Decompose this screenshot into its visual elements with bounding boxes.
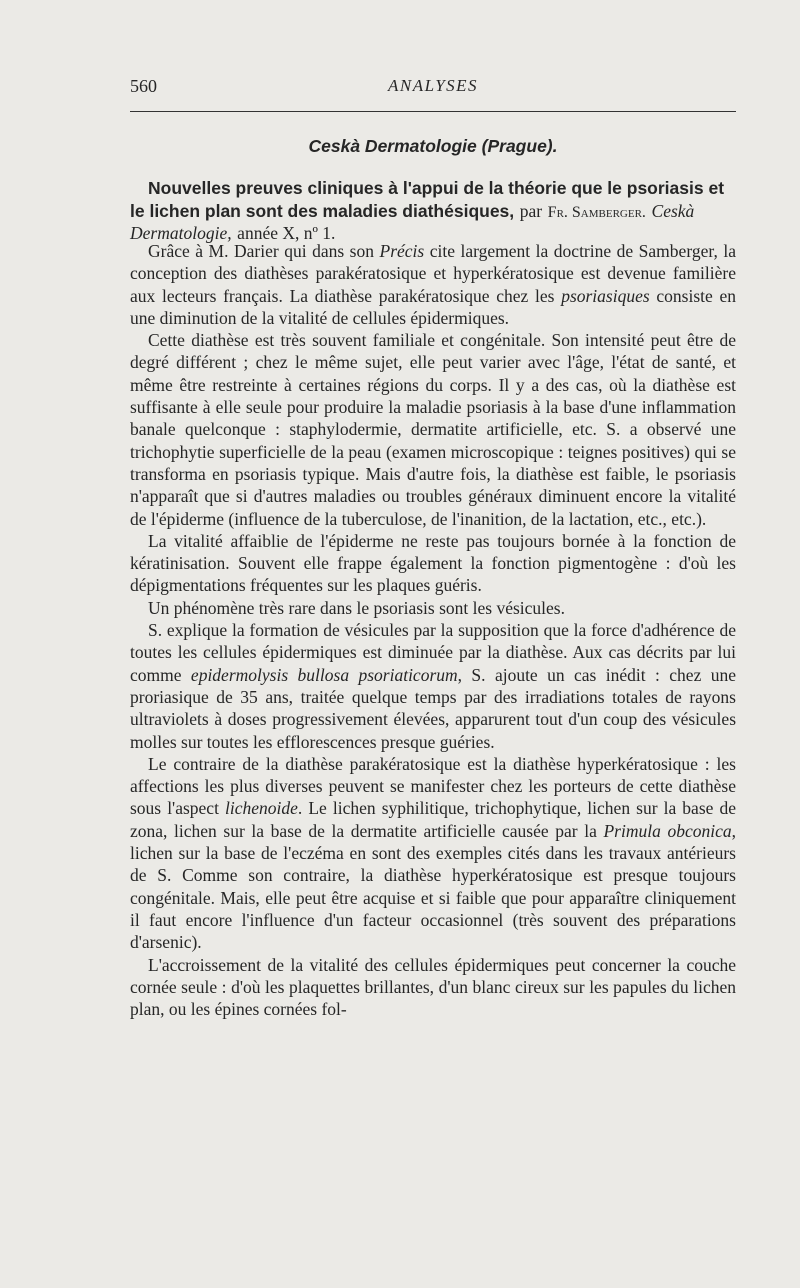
header-rule: [130, 111, 736, 112]
text-run: , S. ajoute un cas inédit : chez une proriasique de 35 ans, traitée quelque temps par des irradiations totales de rayons ultraviolets à doses progressivement élevées, apparurent tout d'un coup des vésicules molles sur toutes les efflorescences presque guéries.: [130, 664, 737, 752]
paragraph: [130, 954, 736, 1021]
text-run: consiste en une diminution de la vitalité de cellules épidermiques.: [130, 285, 736, 328]
text-run: Cette diathèse est très souvent familiale et congénitale. Son intensité peut être de degré différent ; chez le même sujet, elle peut varier avec l'âge, l'état de santé, et même être restreinte à certaines régions du corps. Il y a des cas, où la diathèse est suffisante à elle seule pour produire la maladie psoriasis à la base d'une inflammation banale quelconque : staphylodermie, dermatite artificielle, etc. S. a observé une trichophytie superficielle de la peau (examen microscopique : teignes positives) qui se transforma en psoriasis typique. Mais d'autre fois, la diathèse est faible, le psoriasis n'apparaît que si d'autres maladies ou troubles généraux diminuent encore la vitalité de l'épiderme (influence de la tuberculose, de l'inanition, de la lactation, etc., etc.).: [130, 330, 736, 529]
italic-term: lichenoide: [225, 798, 298, 819]
text-run: L'accroissement de la vitalité des cellules épidermiques peut concerner la couche cornée seule : d'où les plaquettes brillantes, d'un blanc cireux sur les papules du lichen plan, ou les épines cornées fol-: [130, 954, 736, 1020]
text-run: , lichen sur la base de l'eczéma en sont des exemples cités dans les travaux antérieurs de S. Comme son contraire, la diathèse hyperkératosique est presque toujours congénitale. Mais, elle peut être acquise et si faible que pour apparaître cliniquement il faut encore l'influence d'un facteur occasionnel (très souvent des préparations d'arsenic).: [130, 820, 736, 953]
article-source: Ceskà Dermatologie,: [130, 200, 695, 243]
text-run: La vitalité affaiblie de l'épiderme ne reste pas toujours bornée à la fonction de kératinisation. Souvent elle frappe également la fonction pigmentogène : d'où les dépigmentations fréquentes sur les plaques guéris.: [130, 530, 736, 596]
text-run: Le contraire de la diathèse parakératosique est la diathèse hyperkératosique : les affections les plus diverses peuvent se manifester chez les porteurs de cette diathèse sous l'aspect: [130, 753, 736, 819]
paragraph: [130, 530, 736, 597]
page-number: 560: [130, 76, 157, 96]
journal-name: Ceskà Dermatologie: [308, 136, 477, 156]
italic-term: Précis: [379, 241, 425, 261]
paragraph: [130, 619, 736, 753]
italic-term: epidermolysis bullosa psoriaticorum: [190, 664, 458, 685]
text-run: Un phénomène très rare dans le psoriasis sont les vésicules.: [148, 597, 565, 618]
article-title: [130, 178, 736, 246]
paragraph: [130, 597, 736, 619]
paragraph: [130, 329, 736, 530]
article-author: Fr. Samberger.: [547, 203, 646, 221]
running-head: [130, 76, 736, 100]
article-by: par: [519, 200, 543, 221]
article-body: [130, 240, 736, 1020]
italic-term: psoriasiques: [561, 285, 650, 306]
journal-heading: [130, 136, 736, 157]
text-run: Grâce à M. Darier qui dans son: [148, 241, 380, 261]
paragraph: [130, 753, 736, 954]
paragraph: [130, 240, 736, 329]
document-page: [130, 0, 736, 1288]
italic-term: Primula obconica: [603, 820, 732, 841]
text-run: . Le lichen syphilitique, trichophytique, lichen sur la base de zona, lichen sur la base de la dermatite artificielle causée par la: [130, 798, 736, 841]
article-source-details: année X, nº 1.: [237, 223, 336, 243]
journal-city: (Prague).: [481, 136, 558, 156]
text-run: cite largement la doctrine de Samberger, la conception des diathèses parakératosique et hyperkératosique est devenue familière aux lecteurs français. La diathèse parakératosique chez les: [130, 241, 736, 306]
text-run: S. explique la formation de vésicules par la supposition que la force d'adhérence de toutes les cellules épidermiques est diminuée par la diathèse. Aux cas décrits par lui comme: [130, 620, 736, 685]
article-title-text: Nouvelles preuves cliniques à l'appui de la théorie que le psoriasis et le lichen plan sont des maladies diathésiques,: [130, 178, 725, 221]
section-title: ANALYSES: [387, 76, 479, 95]
